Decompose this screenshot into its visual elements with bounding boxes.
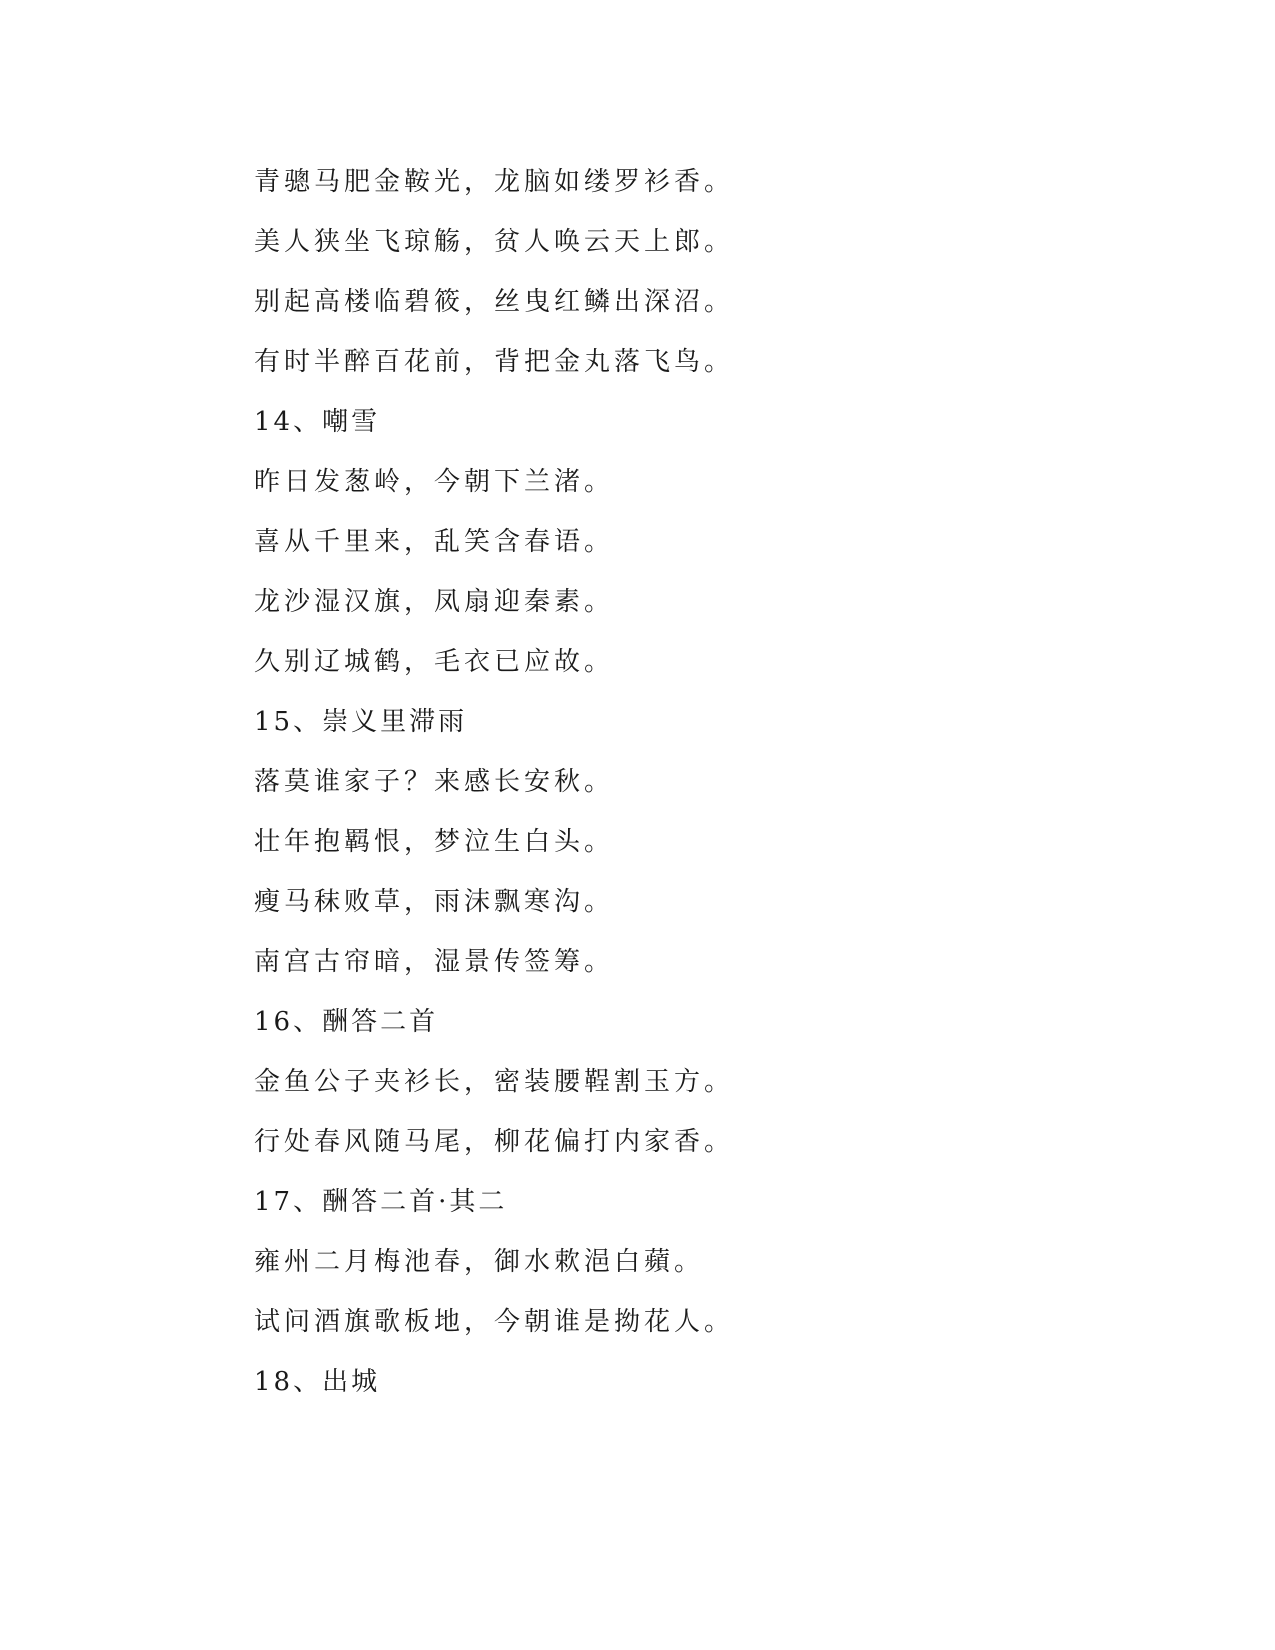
verse-line: 试问酒旗歌板地，今朝谁是拗花人。 <box>254 1307 735 1337</box>
verse-line: 美人狭坐飞琼觞，贫人唤云天上郎。 <box>254 227 735 257</box>
verse-line: 青骢马肥金鞍光，龙脑如缕罗衫香。 <box>254 167 735 197</box>
verse-line: 昨日发葱岭，今朝下兰渚。 <box>254 467 615 497</box>
poem-text-block <box>254 160 1014 1420</box>
verse-line: 雍州二月梅池春，御水欶浥白蘋。 <box>254 1247 705 1277</box>
verse-line: 瘦马秣败草，雨沫飘寒沟。 <box>254 887 615 917</box>
verse-line: 金鱼公子夹衫长，密装腰鞓割玉方。 <box>254 1067 735 1097</box>
poem-title: 18、出城 <box>254 1367 381 1397</box>
verse-line: 行处春风随马尾，柳花偏打内家香。 <box>254 1127 735 1157</box>
poem-title: 16、酬答二首 <box>254 1007 439 1037</box>
verse-line: 龙沙湿汉旗，凤扇迎秦素。 <box>254 587 615 617</box>
verse-line: 久别辽城鹤，毛衣已应故。 <box>254 647 615 677</box>
verse-line: 落莫谁家子？来感长安秋。 <box>254 767 615 797</box>
poem-title: 15、崇义里滞雨 <box>254 707 468 737</box>
verse-line: 有时半醉百花前，背把金丸落飞鸟。 <box>254 347 735 377</box>
verse-line: 南宫古帘暗，湿景传签筹。 <box>254 947 615 977</box>
poem-title: 14、嘲雪 <box>254 407 381 437</box>
verse-line: 喜从千里来，乱笑含春语。 <box>254 527 615 557</box>
poem-title: 17、酬答二首·其二 <box>254 1187 508 1217</box>
verse-line: 别起高楼临碧筱，丝曳红鳞出深沼。 <box>254 287 735 317</box>
verse-line: 壮年抱羁恨，梦泣生白头。 <box>254 827 615 857</box>
